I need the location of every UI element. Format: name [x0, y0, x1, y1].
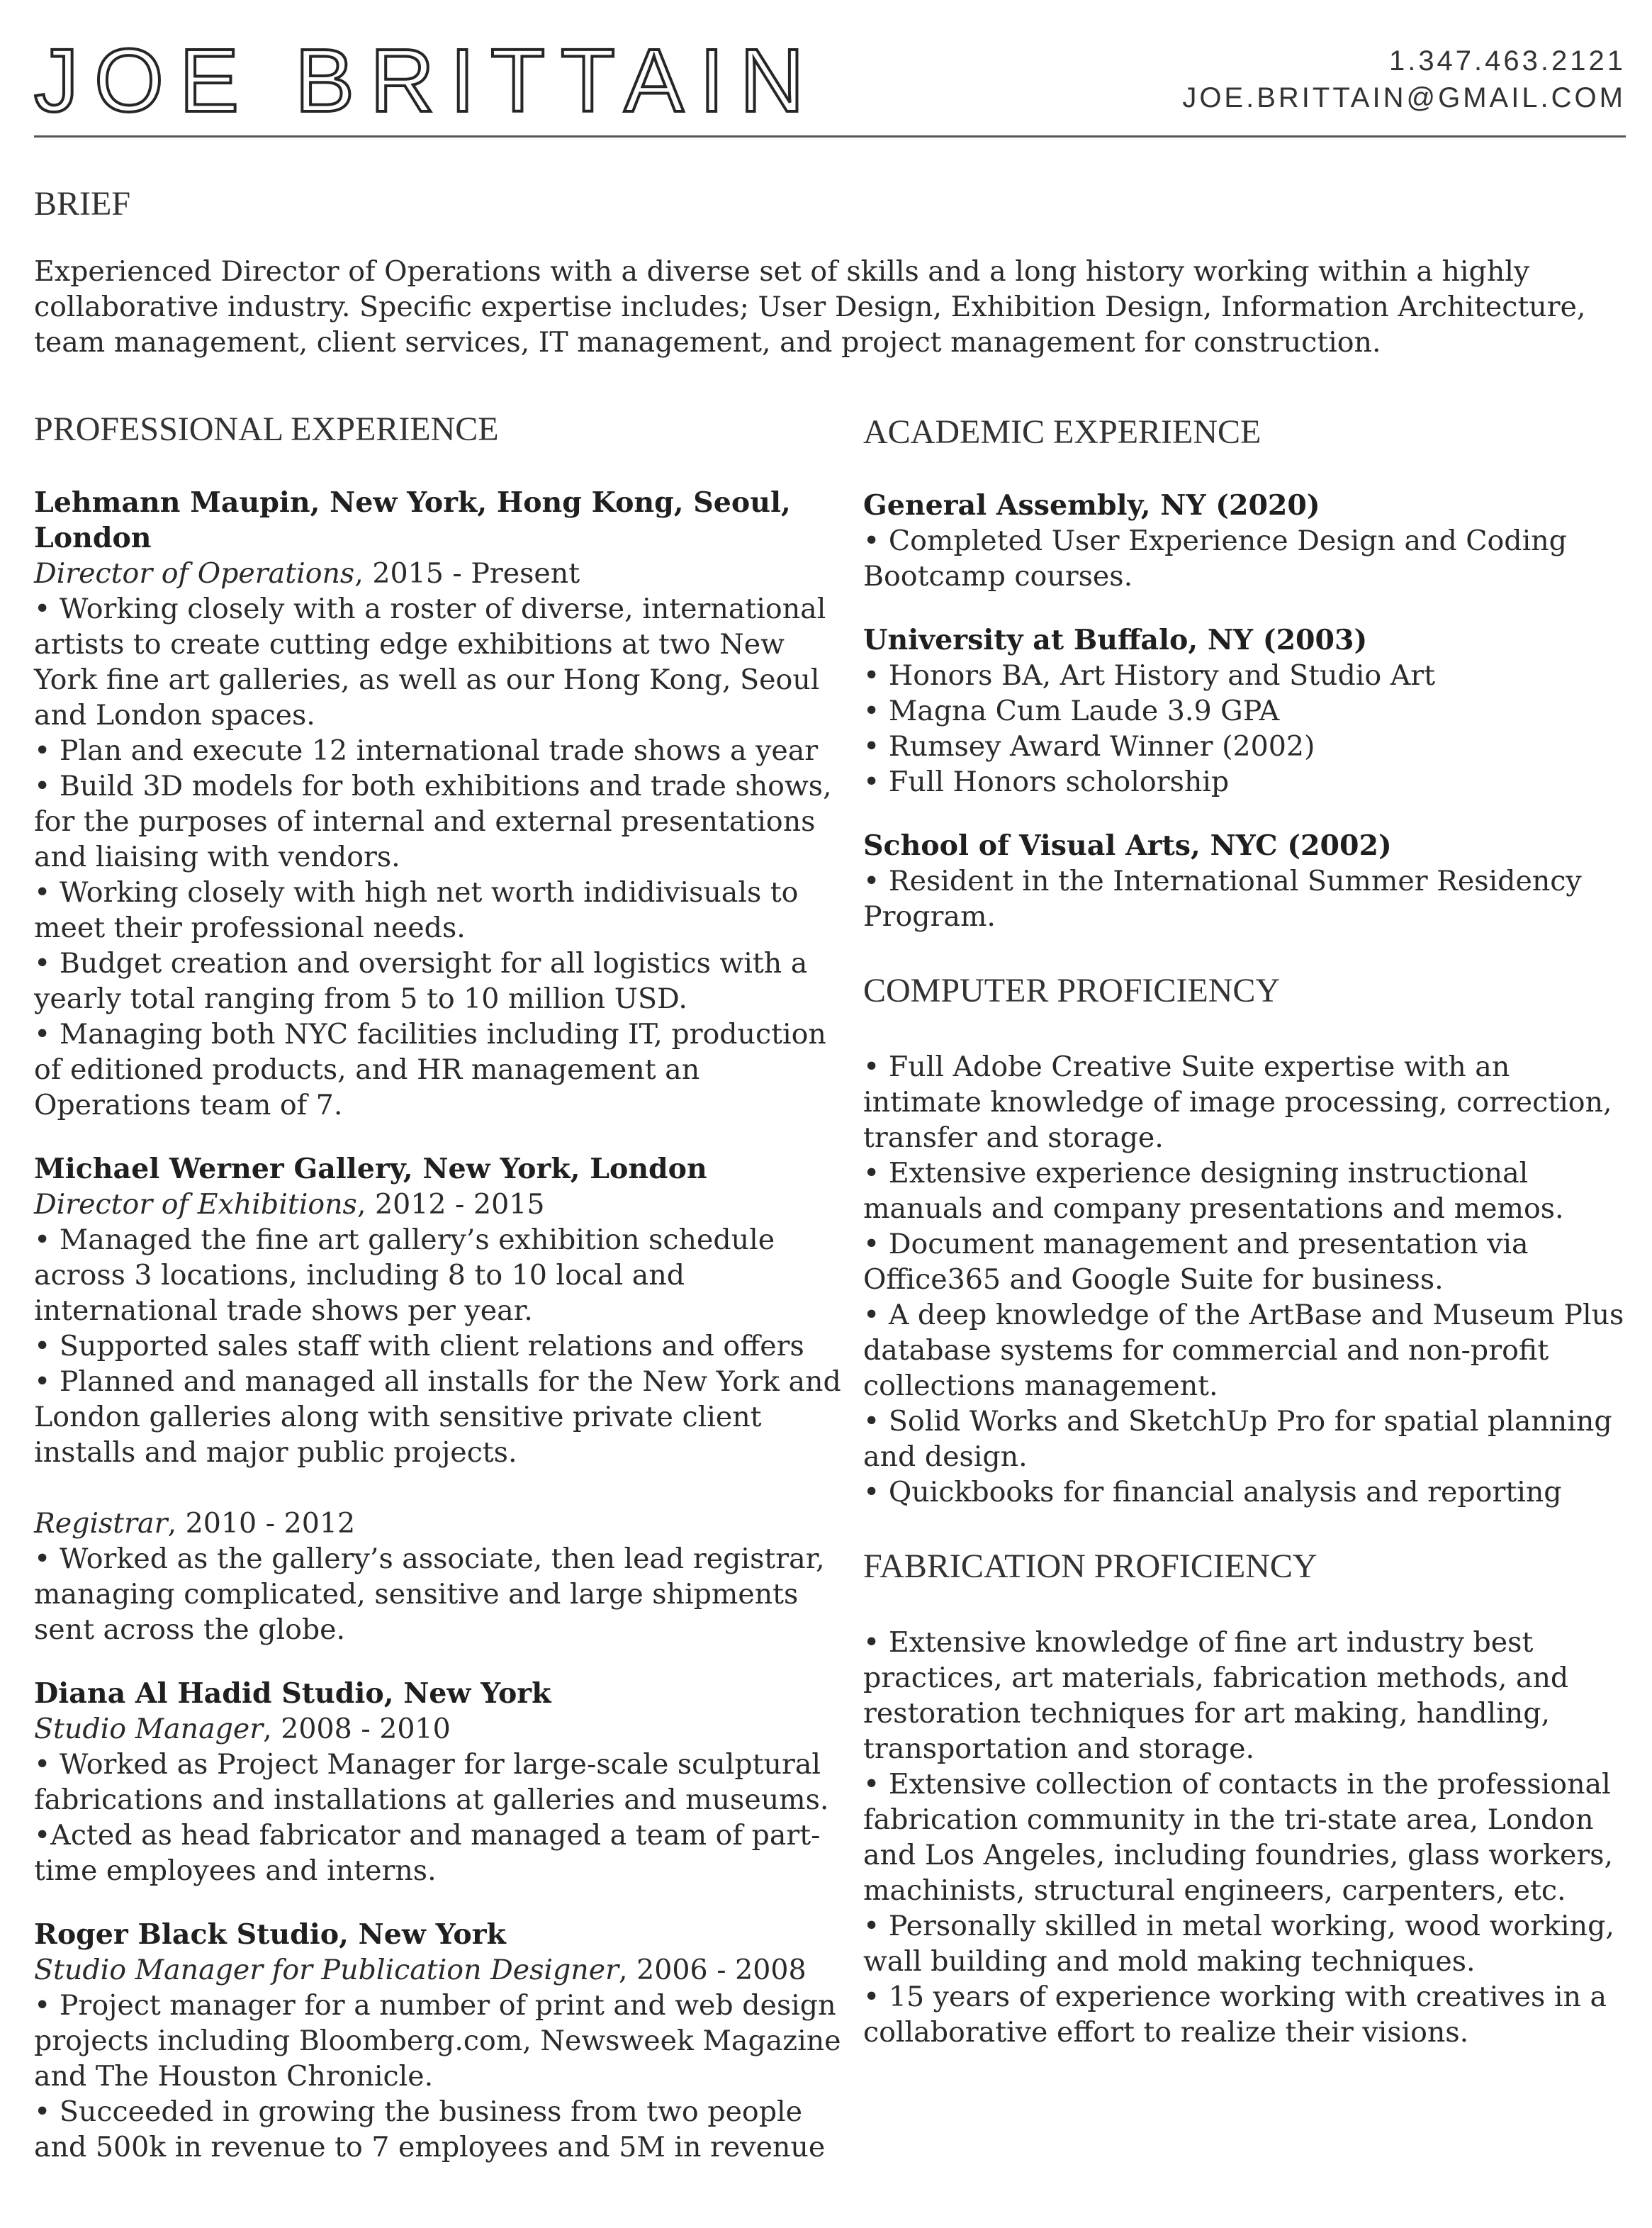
professional-experience-heading: PROFESSIONAL EXPERIENCE: [34, 410, 499, 448]
bullet-item: • A deep knowledge of the ArtBase and Museum Plus database systems for commercial and non-profit collections management.: [863, 1299, 1624, 1402]
job-entry: [34, 1917, 842, 2165]
bullet-item: • Extensive experience designing instructional manuals and company presentations and memos.: [863, 1157, 1564, 1225]
brief-heading: BRIEF: [34, 185, 131, 223]
fabrication-proficiency-section: [863, 1545, 1629, 2050]
employer: Roger Black Studio, New York: [34, 1918, 506, 1951]
bullet-item: • Completed User Experience Design and Coding Bootcamp courses.: [863, 525, 1567, 593]
job-bullets: [34, 1747, 842, 1888]
bullet-item: • Document management and presentation via Office365 and Google Suite for business.: [863, 1228, 1529, 1296]
job-role: [34, 1187, 842, 1222]
school-bullets: [863, 523, 1629, 594]
brief-text: Experienced Director of Operations with a diverse set of skills and a long history working within a highly collaborative industry. Specific expertise includes; User Design, Exhibition Design, Information Architecture, team management, client services, IT management, and project management for construction.: [34, 255, 1586, 359]
bullet-item: • Managing both NYC facilities including IT, production of editioned products, and HR management an Operations team of 7.: [34, 1018, 826, 1121]
bullet-item: • Resident in the International Summer Residency Program.: [863, 865, 1582, 933]
job-period: , 2015 - Present: [354, 557, 580, 590]
job-entry: [34, 1151, 842, 1647]
bullet-item: • Budget creation and oversight for all logistics with a yearly total ranging from 5 to 10 million USD.: [34, 947, 808, 1015]
job-role: [34, 1506, 842, 1541]
bullet-item: • Extensive collection of contacts in the professional fabrication community in the tri-state area, London and Los Angeles, including foundries, glass workers, machinists, structural engineers, carpenters, etc.: [863, 1768, 1614, 1907]
school-entry: [863, 488, 1629, 594]
fabrication-proficiency-heading: FABRICATION PROFICIENCY: [863, 1547, 1317, 1585]
bullet-item: • Succeeded in growing the business from two people and 500k in revenue to 7 employees and 5M in revenue: [34, 2095, 826, 2163]
bullet-item: •Acted as head fabricator and managed a team of part-time employees and interns.: [34, 1819, 821, 1887]
resume-header: [34, 0, 1626, 136]
email-address: JOE.BRITTAIN@GMAIL.COM: [1182, 82, 1626, 113]
bullet-item: • Magna Cum Laude 3.9 GPA: [863, 695, 1280, 727]
bullet-item: • Working closely with high net worth indidivisuals to meet their professional needs.: [34, 876, 799, 944]
bullet-item: • Worked as Project Manager for large-scale sculptural fabrications and installations at galleries and museums.: [34, 1748, 829, 1816]
bullet-item: • Full Adobe Creative Suite expertise with an intimate knowledge of image processing, correction, transfer and storage.: [863, 1051, 1612, 1154]
employer: Diana Al Hadid Studio, New York: [34, 1677, 551, 1710]
bullet-item: • Build 3D models for both exhibitions and trade shows, for the purposes of internal and external presentations and liaising with vendors.: [34, 770, 832, 873]
academic-experience-heading: ACADEMIC EXPERIENCE: [863, 413, 1262, 451]
job-title: Director of Operations: [34, 557, 355, 590]
bullet-item: • Quickbooks for financial analysis and reporting: [863, 1476, 1562, 1508]
job-bullets: [34, 1222, 842, 1470]
job-bullets: [34, 591, 842, 1123]
bullet-item: • Working closely with a roster of diverse, international artists to create cutting edge exhibitions at two New York fine art galleries, as well as our Hong Kong, Seoul and London spaces.: [34, 593, 826, 732]
school-name: School of Visual Arts, NYC (2002): [863, 829, 1392, 862]
bullet-item: • Full Honors scholorship: [863, 766, 1230, 798]
job-title: Registrar: [34, 1507, 168, 1540]
school-entry: [863, 828, 1629, 934]
employer: Lehmann Maupin, New York, Hong Kong, Seoul, London: [34, 486, 791, 554]
candidate-name: JOE BRITTAIN: [34, 30, 820, 130]
header-divider: [34, 135, 1626, 138]
bullet-item: • Solid Works and SketchUp Pro for spatial planning and design.: [863, 1405, 1612, 1473]
fabrication-bullets: [863, 1625, 1629, 2050]
job-entry: [34, 485, 842, 1123]
bullet-item: • Plan and execute 12 international trade shows a year: [34, 734, 819, 767]
school-name: General Assembly, NY (2020): [863, 489, 1320, 522]
school-bullets: [863, 863, 1629, 934]
bullet-item: • Personally skilled in metal working, wood working, wall building and mold making techniques.: [863, 1910, 1614, 1978]
job-entry: [34, 1676, 842, 1888]
employer: Michael Werner Gallery, New York, London: [34, 1153, 707, 1185]
job-period: , 2012 - 2015: [356, 1188, 545, 1221]
computer-proficiency-section: [863, 970, 1629, 1510]
school-entry: [863, 622, 1629, 800]
job-period: , 2010 - 2012: [167, 1507, 356, 1540]
job-title: Studio Manager for Publication Designer: [34, 1954, 619, 1986]
bullet-item: • 15 years of experience working with creatives in a collaborative effort to realize their visions.: [863, 1981, 1607, 2049]
job-title: Studio Manager: [34, 1713, 264, 1745]
bullet-item: • Rumsey Award Winner (2002): [863, 730, 1315, 763]
job-role: [34, 556, 842, 591]
job-bullets: [34, 1541, 842, 1647]
right-column: [863, 408, 1629, 2050]
job-role: [34, 1952, 842, 1988]
brief-section: [34, 183, 1626, 360]
phone-number: 1.347.463.2121: [1388, 45, 1626, 77]
bullet-item: • Planned and managed all installs for the New York and London galleries along with sensitive private client installs and major public projects.: [34, 1365, 841, 1469]
bullet-item: • Honors BA, Art History and Studio Art: [863, 659, 1436, 692]
job-period: , 2006 - 2008: [619, 1954, 807, 1986]
bullet-item: • Worked as the gallery’s associate, then lead registrar, managing complicated, sensitive and large shipments sent across the globe.: [34, 1543, 825, 1646]
computer-bullets: [863, 1049, 1629, 1510]
bullet-item: • Project manager for a number of print and web design projects including Bloomberg.com, Newsweek Magazine and The Houston Chronicle.: [34, 1989, 841, 2093]
job-period: , 2008 - 2010: [263, 1713, 451, 1745]
professional-experience-column: [34, 408, 842, 2165]
job-role: [34, 1711, 842, 1747]
school-name: University at Buffalo, NY (2003): [863, 624, 1368, 656]
contact-block: [1182, 43, 1626, 116]
bullet-item: • Supported sales staff with client relations and offers: [34, 1330, 804, 1362]
bullet-item: • Extensive knowledge of fine art industry best practices, art materials, fabrication methods, and restoration techniques for art making, handling, transportation and storage.: [863, 1626, 1569, 1765]
computer-proficiency-heading: COMPUTER PROFICIENCY: [863, 972, 1281, 1009]
job-bullets: [34, 1988, 842, 2165]
school-bullets: [863, 658, 1629, 800]
job-title: Director of Exhibitions: [34, 1188, 357, 1221]
bullet-item: • Managed the fine art gallery’s exhibition schedule across 3 locations, including 8 to 10 local and international trade shows per year.: [34, 1224, 775, 1327]
